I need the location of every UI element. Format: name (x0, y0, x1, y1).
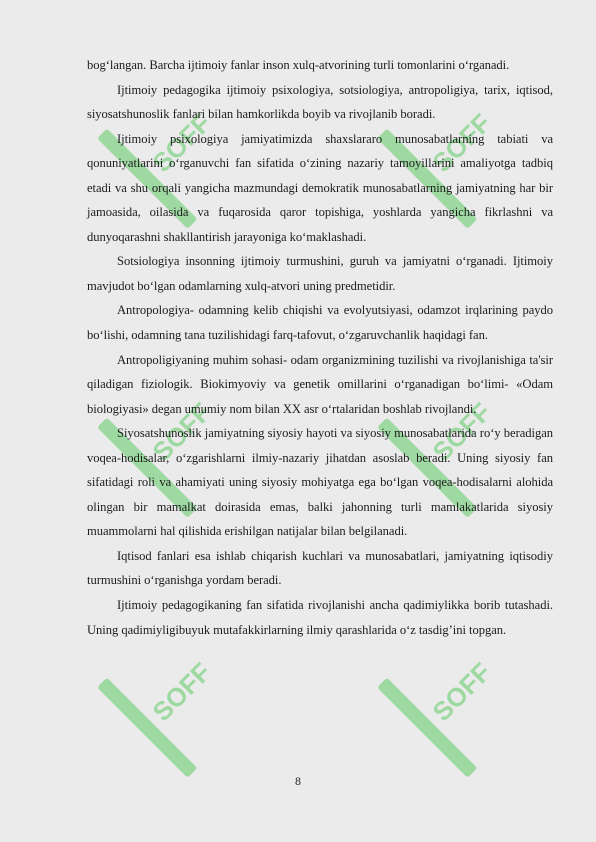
body-text (87, 53, 553, 642)
watermark-text: SOFF (146, 396, 217, 468)
page-number: 8 (295, 774, 301, 788)
paragraph-history: Ijtimoiy pedagogikaning fan sifatida rivojlanishi ancha qadimiylikka borib tutashadi. Uning qadimiyligibuyuk mutafakkirlarning ilmiy qarashlarida o‘z tasdig’ini topgan. (87, 598, 553, 637)
watermark-logo (375, 645, 505, 785)
paragraph-anthropology-branch: Antropoligiyaning muhim sohasi- odam organizmining tuzilishi va rivojlanishiga ta'sir qiladigan fiziologik. Biokimyoviy va genetik omillarini o‘rganadigan bo‘limi- «Odam biologiyasi» degan umumiy nom bilan XX asr o‘rtalaridan boshlab rivojlandi. (87, 352, 553, 416)
watermark-bar (97, 678, 197, 778)
watermark-text: SOFF (146, 107, 217, 179)
watermark-text: SOFF (146, 656, 217, 728)
paragraph-anthropology: Antropologiya- odamning kelib chiqishi va evolyutsiyasi, odamzot irqlarining paydo bo‘lishi, odamning tana tuzilishidagi farq-tafovut, o‘zgaruvchanlik haqidagi fan. (87, 303, 553, 343)
watermark-logo (95, 645, 225, 785)
paragraph-social-psychology: Ijtimoiy psixologiya jamiyatimizda shaxslararo munosabatlarning tabiati va qonuniyatlarini o‘rganuvchi fan sifatida o‘zining nazariy tamoyillarini amaliyotga tadbiq etadi va shu orqali yangicha mazmundagi demokratik munosabatlarning jamiyatning har bir jamoasida, oilasida va fuqarosida qaror topishiga, yoshlarda yangicha fikrlashni va dunyoqarashni shakllantirish jarayoniga ko‘maklashadi. (87, 131, 553, 244)
watermark-text: SOFF (426, 396, 497, 468)
paragraph-social-pedagogy: Ijtimoiy pedagogika ijtimoiy psixologiya, sotsiologiya, antropoligiya, tarix, iqtisod, siyosatshunoslik fanlari bilan hamkorlikda boyib va rivojlanib boradi. (87, 82, 553, 122)
paragraph-economics: Iqtisod fanlari esa ishlab chiqarish kuchlari va munosabatlari, jamiyatning iqtisodiy turmushini o‘rganishga yordam beradi. (87, 548, 553, 588)
watermark-text: SOFF (426, 107, 497, 179)
watermark-bar (377, 678, 477, 778)
paragraph-sociology: Sotsiologiya insonning ijtimoiy turmushini, guruh va jamiyatni o‘rganadi. Ijtimoiy mavjudot bo‘lgan odamlarning xulq-atvori uning predmetidir. (87, 254, 553, 293)
paragraph-continuation: bog‘langan. Barcha ijtimoiy fanlar inson xulq-atvorining turli tomonlarini o‘rganadi. (87, 58, 510, 72)
watermark-text: SOFF (426, 656, 497, 728)
paragraph-political-science: Siyosatshunoslik jamiyatning siyosiy hayoti va siyosiy munosabatlarida ro‘y beradigan voqea-hodisalar, o‘zgarishlarni ilmiy-nazariy jihatdan asoslab beradi. Uning siyosiy fan sifatidagi roli va ahamiyati uning siyosiy mohiyatga ega bo‘lgan voqea-hodisalarni alohida olingan bir mamalkat doirasida emas, balki jahonning turli mamlakatlarida siyosiy muammolarni hal qilishida erishilgan natijalar bilan belgilanadi. (87, 426, 553, 539)
